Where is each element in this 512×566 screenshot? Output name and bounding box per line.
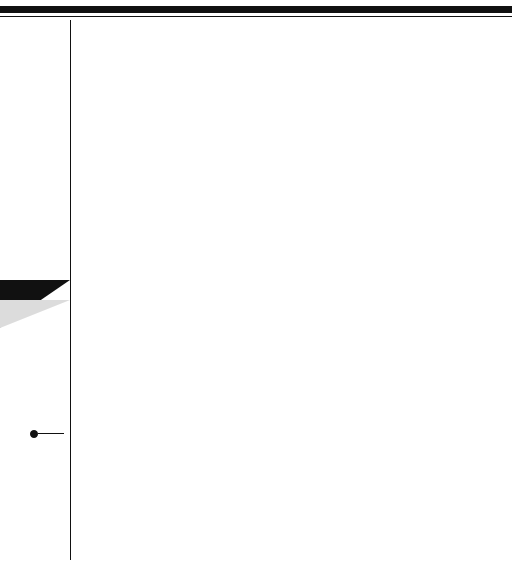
bullet-line: [38, 433, 64, 434]
bullet-dot: [30, 430, 38, 438]
decorative-wedge-light: [0, 300, 70, 328]
spine-divider: [70, 20, 71, 560]
top-border-thick: [0, 6, 512, 13]
top-border-thin: [0, 16, 512, 17]
